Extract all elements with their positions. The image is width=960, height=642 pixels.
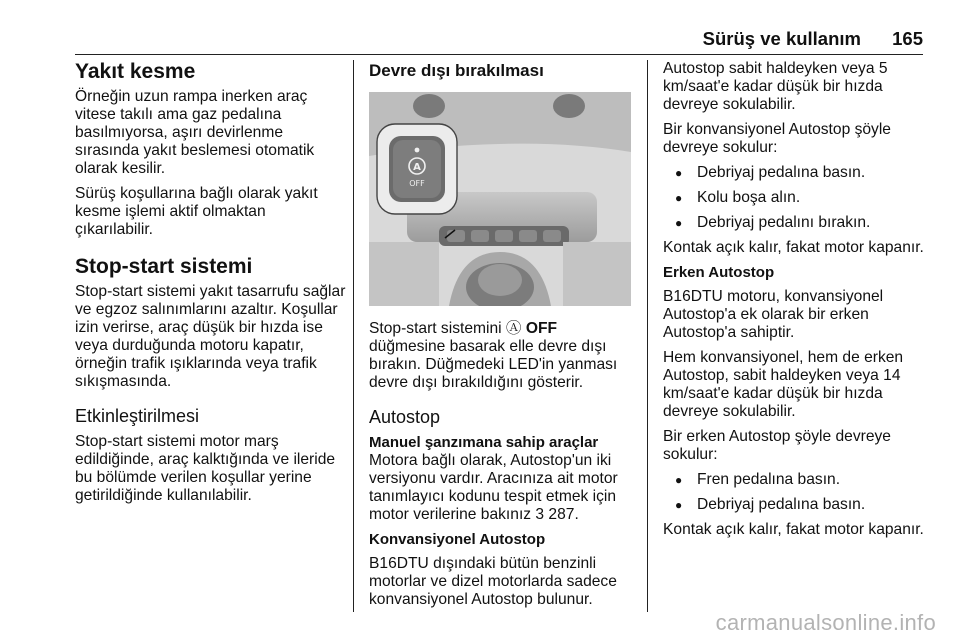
column-middle [369, 60, 637, 616]
column-divider [353, 60, 354, 612]
paragraph: Kontak açık kalır, fakat motor kapanır. [663, 521, 924, 538]
steps-list-conventional [663, 164, 933, 232]
stop-start-button-photo [369, 92, 631, 306]
heading-fuel-cut: Yakıt kesme [75, 60, 196, 83]
paragraph: Sürüş koşullarına bağlı olarak yakıt kesme işlemi aktif olmaktan çıkarılabilir. [75, 185, 318, 238]
heading-activation: Etkinleştirilmesi [75, 406, 200, 426]
paragraph: Bir erken Autostop şöyle devreye sokulur: [663, 428, 891, 463]
watermark: carmanualsonline.info [715, 610, 936, 635]
list-item: ● Debriyaj pedalına basın. [663, 496, 933, 514]
paragraph-deactivation [369, 320, 637, 392]
list-item: ● Debriyaj pedalını bırakın. [663, 214, 933, 232]
text-run: Motora bağlı olarak, Autostop'un iki versiyonu vardır. Aracınıza ait motor tanımlayıcı kodunu tespit etmek için motor verilerine bakınız [369, 452, 618, 523]
list-item: ● Kolu boşa alın. [663, 189, 933, 207]
paragraph: B16DTU motoru, konvansiyonel Autostop'a ek olarak bir erken Autostop'a sahiptir. [663, 288, 884, 341]
paragraph: Örneğin uzun rampa inerken araç vitese takılı ama gaz pedalına basılmıyorsa, aşırı devirlenme sırasında yakıt beslemesi otomatik olarak kesilir. [75, 88, 315, 177]
paragraph [369, 452, 637, 524]
section-title: Sürüş ve kullanım [702, 28, 861, 49]
paragraph: Autostop sabit haldeyken veya 5 km/saat'e kadar düşük bir hızda devreye sokulabilir. [663, 60, 888, 113]
paragraph: Stop-start sistemi motor marş edildiğinde, araç kalktığında ve ileride bu bölümde verilen koşullar yerine getirildiğinde kullanılabilir. [75, 433, 336, 504]
heading-manual-transmission: Manuel şanzımana sahip araçlar [369, 434, 599, 451]
column-divider [647, 60, 648, 612]
heading-stop-start: Stop-start sistemi [75, 255, 253, 278]
heading-deactivation: Devre dışı bırakılması [369, 61, 544, 80]
column-right [663, 60, 933, 546]
steps-list-early [663, 471, 933, 514]
button-off-label: OFF [409, 179, 425, 188]
paragraph: Hem konvansiyonel, hem de erken Autostop, sabit haldeyken veya 14 km/saat'e kadar düşük bir hızda devreye sokulabilir. [663, 349, 904, 420]
list-item: ● Fren pedalına basın. [663, 471, 933, 489]
page-header [75, 24, 923, 55]
page-ref-arrow-icon: 3 [535, 506, 545, 523]
heading-early-autostop: Erken Autostop [663, 264, 775, 281]
autostop-off-icon: Ⓐ [505, 320, 522, 337]
heading-conventional-autostop: Konvansiyonel Autostop [369, 531, 546, 548]
page-ref: 287. [544, 506, 579, 523]
column-left [75, 60, 347, 512]
paragraph: B16DTU dışındaki bütün benzinli motorlar ve dizel motorlarda sadece konvansiyonel Autostop bulunur. [369, 555, 617, 608]
svg-text:A: A [413, 162, 421, 173]
list-item: ● Debriyaj pedalına basın. [663, 164, 933, 182]
paragraph: Bir konvansiyonel Autostop şöyle devreye sokulur: [663, 121, 891, 156]
off-label: OFF [525, 320, 558, 337]
paragraph: Kontak açık kalır, fakat motor kapanır. [663, 239, 924, 256]
heading-autostop: Autostop [369, 407, 441, 427]
paragraph: Stop-start sistemi yakıt tasarrufu sağlar ve egzoz salınımlarını azaltır. Koşullar izin verirse, araç düşük bir hızda ise veya durduğunda motoru kapatır, örneğin trafik ışıklarında veya trafik sıkışmasında. [75, 283, 346, 390]
text-run: Stop-start sistemini [369, 320, 506, 337]
photo-illustration [369, 92, 631, 306]
page-number: 165 [892, 28, 923, 49]
text-run: düğmesine basarak elle devre dışı bırakın. Düğmedeki LED'in yanması devre dışı bırakıldığını gösterir. [369, 338, 618, 391]
